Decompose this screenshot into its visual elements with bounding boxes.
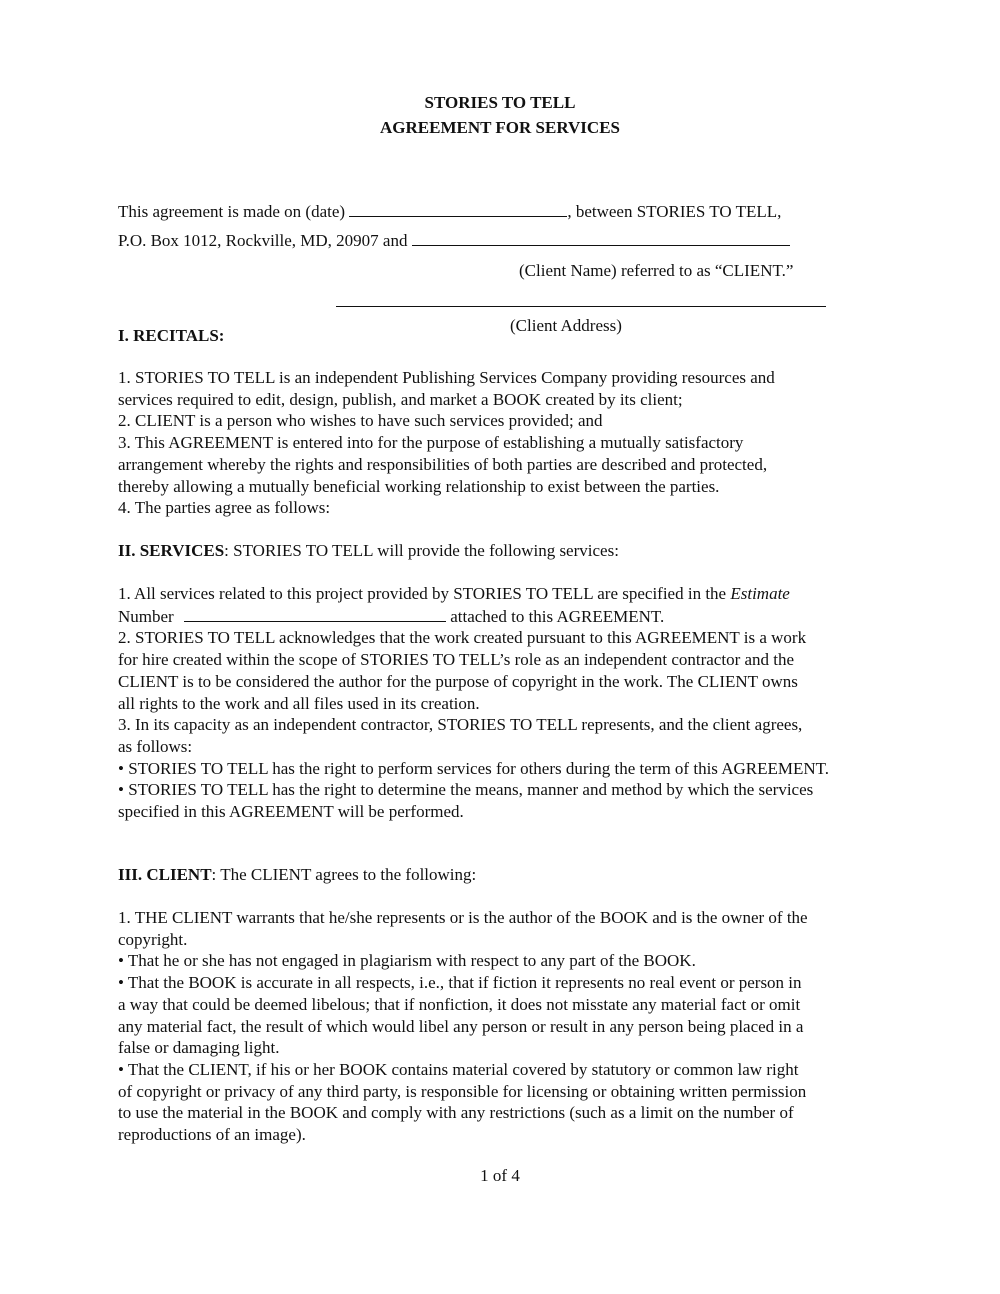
intro-text-date: This agreement is made on (date) bbox=[118, 202, 350, 221]
services-line: all rights to the work and all files used in its creation. bbox=[118, 693, 480, 713]
client-line: • That the BOOK is accurate in all respects, i.e., that if fiction it represents no real event or person in bbox=[118, 973, 802, 993]
client-line: • That he or she has not engaged in plagiarism with respect to any part of the BOOK. bbox=[118, 951, 696, 971]
services-line: as follows: bbox=[118, 736, 193, 756]
client-line: a way that could be deemed libelous; that if nonfiction, it does not misstate any material fact or omit bbox=[118, 994, 801, 1014]
client-name-blank[interactable] bbox=[412, 229, 790, 246]
client-line: of copyright or privacy of any third party, is responsible for licensing or obtaining written permission bbox=[118, 1081, 807, 1101]
recitals-line: 4. The parties agree as follows: bbox=[118, 498, 331, 518]
recitals-line: 2. CLIENT is a person who wishes to have such services provided; and bbox=[118, 411, 603, 431]
client-line: • That the CLIENT, if his or her BOOK contains material covered by statutory or common law right bbox=[118, 1059, 799, 1079]
services-line: 2. STORIES TO TELL acknowledges that the work created pursuant to this AGREEMENT is a work bbox=[118, 628, 807, 648]
services-heading bbox=[118, 540, 619, 562]
page-number: 1 of 4 bbox=[480, 1166, 520, 1185]
services-line: specified in this AGREEMENT will be performed. bbox=[118, 802, 464, 822]
number-label: Number bbox=[118, 606, 178, 626]
services-line bbox=[118, 605, 938, 628]
recitals-line: 3. This AGREEMENT is entered into for the purpose of establishing a mutually satisfactory bbox=[118, 433, 744, 453]
client-address-caption: (Client Address) bbox=[510, 316, 622, 335]
recitals-heading: I. RECITALS: bbox=[118, 326, 225, 345]
services-p1-text: 1. All services related to this project provided by STORIES TO TELL are specified in the bbox=[118, 584, 731, 603]
client-line: to use the material in the BOOK and comply with any restrictions (such as a limit on the number of bbox=[118, 1103, 794, 1123]
recitals-body bbox=[118, 367, 938, 519]
services-line: • STORIES TO TELL has the right to perform services for others during the term of this AGREEMENT. bbox=[118, 758, 830, 778]
document-title: STORIES TO TELL bbox=[424, 93, 576, 112]
client-heading-text: : The CLIENT agrees to the following: bbox=[211, 865, 477, 884]
intro-line-1 bbox=[118, 200, 781, 223]
intro-line-2 bbox=[118, 229, 790, 252]
client-name-caption: (Client Name) referred to as “CLIENT.” bbox=[519, 261, 794, 280]
document-subtitle: AGREEMENT FOR SERVICES bbox=[380, 118, 620, 137]
client-body bbox=[118, 907, 938, 1146]
recitals-line: 1. STORIES TO TELL is an independent Publishing Services Company providing resources and bbox=[118, 368, 775, 387]
client-line: 1. THE CLIENT warrants that he/she represents or is the author of the BOOK and is the owner of the bbox=[118, 908, 808, 927]
recitals-line: arrangement whereby the rights and responsibilities of both parties are described and protected, bbox=[118, 454, 768, 474]
services-line: for hire created within the scope of STORIES TO TELL’s role as an independent contractor and the bbox=[118, 650, 795, 670]
services-line: 3. In its capacity as an independent contractor, STORIES TO TELL represents, and the client agrees, bbox=[118, 715, 803, 735]
recitals-line: services required to edit, design, publish, and market a BOOK created by its client; bbox=[118, 389, 683, 409]
client-line: reproductions of an image). bbox=[118, 1125, 306, 1145]
client-line: false or damaging light. bbox=[118, 1038, 280, 1058]
services-line bbox=[118, 583, 938, 605]
intro-text-address: P.O. Box 1012, Rockville, MD, 20907 and bbox=[118, 231, 412, 250]
client-line: copyright. bbox=[118, 929, 188, 949]
recitals-line: thereby allowing a mutually beneficial working relationship to exist between the parties. bbox=[118, 476, 720, 496]
services-line: • STORIES TO TELL has the right to determine the means, manner and method by which the services bbox=[118, 780, 814, 800]
date-blank[interactable] bbox=[349, 200, 567, 217]
client-line: any material fact, the result of which would libel any person or result in any person being placed in a bbox=[118, 1016, 804, 1036]
client-heading-label: III. CLIENT bbox=[118, 865, 212, 884]
intro-text-between: , between STORIES TO TELL, bbox=[567, 202, 782, 221]
estimate-number-blank[interactable] bbox=[184, 605, 446, 622]
services-line: CLIENT is to be considered the author for the purpose of copyright in the work. The CLIENT owns bbox=[118, 671, 798, 691]
services-body bbox=[118, 583, 938, 823]
client-heading bbox=[118, 864, 476, 886]
estimate-label: Estimate bbox=[730, 584, 790, 603]
services-heading-label: II. SERVICES bbox=[118, 541, 225, 560]
client-address-blank[interactable] bbox=[336, 306, 826, 307]
services-heading-text: : STORIES TO TELL will provide the following services: bbox=[224, 541, 619, 560]
attached-text: attached to this AGREEMENT. bbox=[445, 606, 665, 626]
